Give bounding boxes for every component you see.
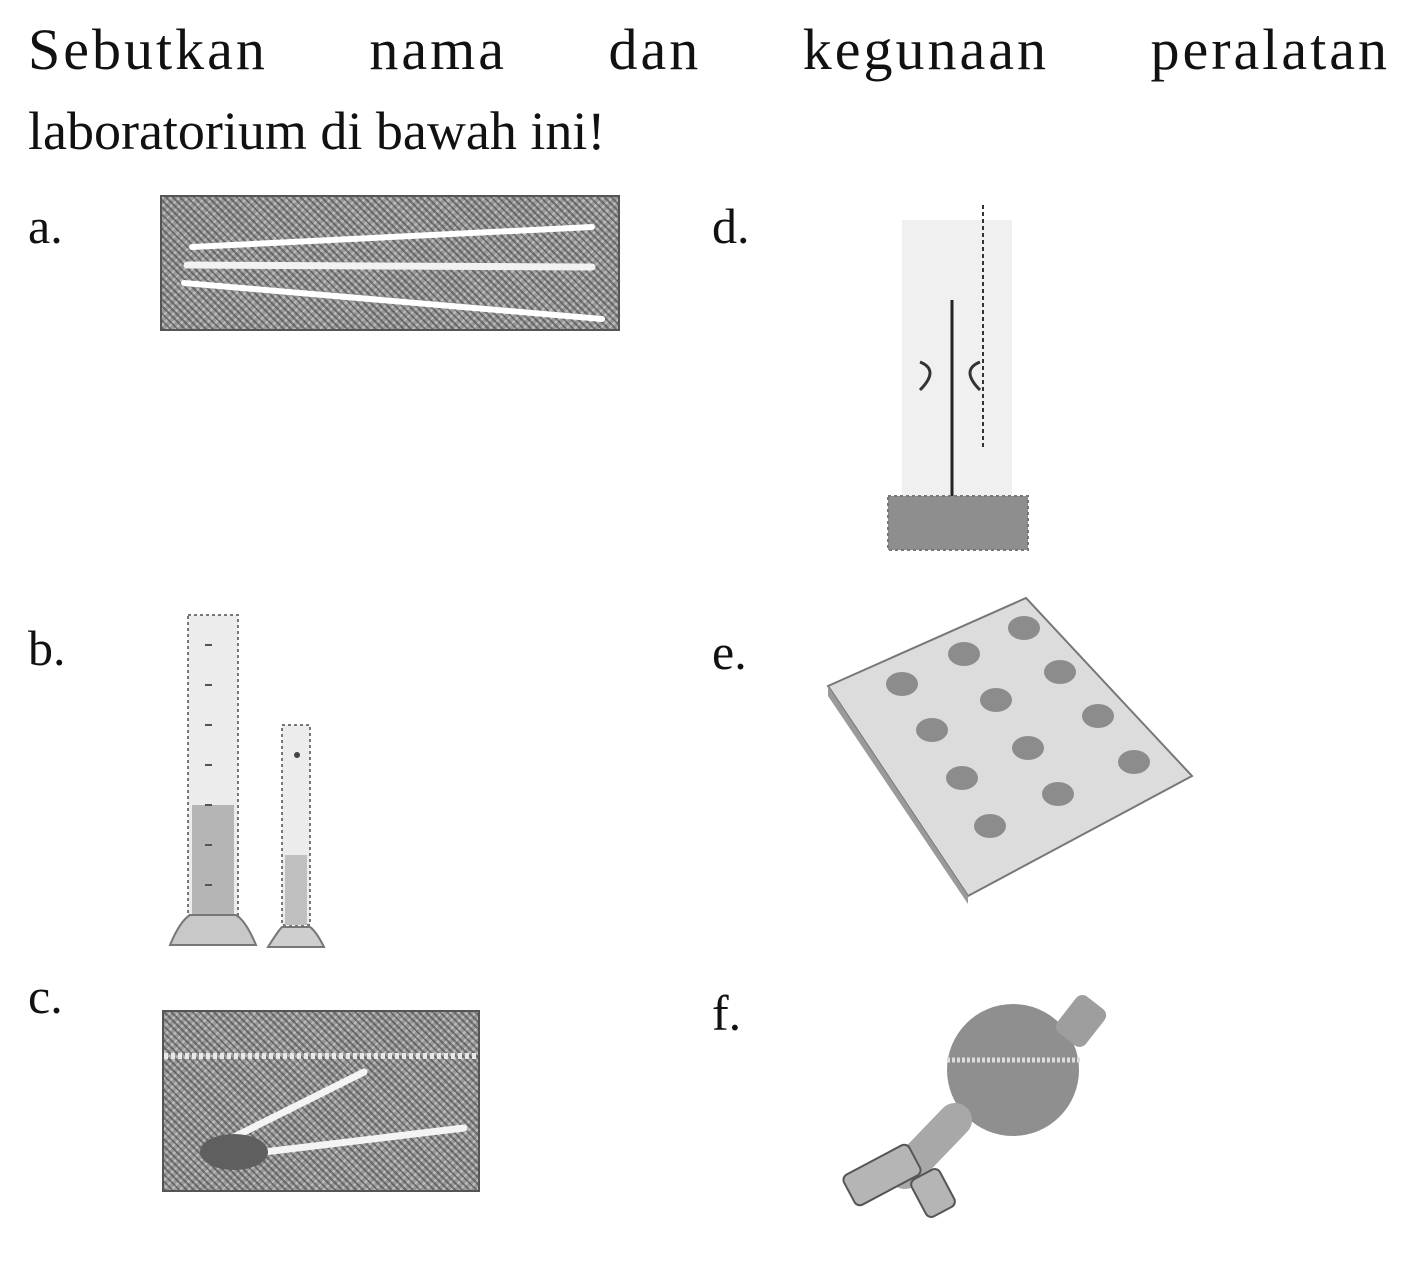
item-label-c: c. [28,968,63,1024]
question-line-1: Sebutkan nama dan kegunaan peralatan [28,17,1390,82]
item-label-d: d. [712,198,750,254]
pipette-tubes-icon [160,195,620,331]
item-label-b: b. [28,620,66,676]
item-label-a: a. [28,198,63,254]
graduated-cylinders-icon [160,605,340,960]
glass-tubes-with-stopper-icon [162,1010,480,1192]
pipette-bulb-icon [835,990,1120,1225]
stand-and-clamp-icon [880,200,1040,560]
item-label-e: e. [712,624,747,680]
spot-plate-icon [820,590,1200,910]
question-line-2: laboratorium di bawah ini! [28,101,606,161]
item-label-f: f. [712,985,742,1041]
